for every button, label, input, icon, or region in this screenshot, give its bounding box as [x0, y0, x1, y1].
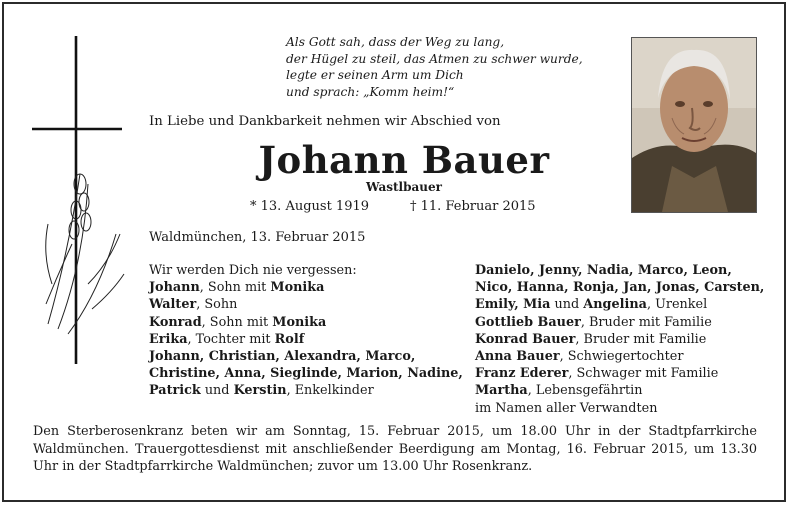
mourner-relation: , Schwiegertochter: [559, 349, 684, 365]
mourner-relation: , Sohn mit: [199, 280, 271, 296]
mourners-left-line: [149, 348, 463, 365]
mourners-left-line: [149, 314, 463, 331]
mourners-left-line: [149, 262, 463, 279]
mourner-name: Angelina: [583, 297, 647, 313]
birth-date: * 13. August 1919: [250, 199, 370, 214]
mourners-left-line: [149, 279, 463, 296]
mourner-relation: , Bruder mit Familie: [580, 314, 712, 330]
mourners-left-column: [149, 262, 463, 400]
mourners-right-line: [475, 262, 764, 279]
mourners-right-line: [475, 314, 764, 331]
mourner-relation: , Lebensgefährtin: [527, 383, 643, 399]
mourner-name: Danielo, Jenny, Nadia, Marco, Leon,: [475, 263, 732, 278]
place-and-date: Waldmünchen, 13. Februar 2015: [149, 230, 366, 245]
mourner-relation: , Urenkel: [646, 297, 708, 313]
mourner-name: Emily, Mia: [475, 297, 551, 313]
mourner-name: Gottlieb Bauer: [475, 314, 581, 330]
mourner-name: Christine, Anna, Sieglinde, Marion, Nadine,: [149, 366, 463, 382]
death-date: † 11. Februar 2015: [410, 199, 536, 214]
mourner-name: Konrad Bauer: [475, 331, 576, 347]
mourner-relation: , Tochter mit: [187, 331, 275, 347]
mourner-name: Patrick: [149, 383, 201, 399]
mourners-right-line: [475, 365, 764, 382]
mourner-name: Johann: [149, 280, 200, 296]
mourner-name: Johann, Christian, Alexandra, Marco,: [149, 349, 416, 365]
mourner-name: Franz Ederer: [475, 366, 569, 382]
portrait-photo: [631, 37, 757, 213]
mourner-relation: Wir werden Dich nie vergessen:: [149, 263, 357, 278]
mourners-left-line: [149, 331, 463, 348]
mourner-name: Martha: [475, 383, 528, 399]
mourners-left-line: [149, 382, 463, 399]
mourners-left-line: [149, 365, 463, 382]
mourner-name: Monika: [270, 280, 325, 296]
mourners-right-column: [475, 262, 764, 417]
service-information: Den Sterberosenkranz beten wir am Sonntag, 15. Februar 2015, um 18.00 Uhr in der Stadtpfarrkirche Waldmünchen. Trauergottesdienst mit anschließender Beerdigung am Montag, 16. Februar 2015, um 13.30 Uhr in der Stadtpfarrkirche Waldmünchen; zuvor um 13.00 Uhr Rosenkranz.: [33, 424, 757, 474]
memorial-poem: Als Gott sah, dass der Weg zu lang, der Hügel zu steil, das Atmen zu schwer wurde, legte er seinen Arm um Dich und sprach: „Komm heim!“: [286, 35, 583, 99]
mourners-right-line: [475, 400, 764, 417]
mourners-left-line: [149, 296, 463, 313]
mourner-relation: , Bruder mit Familie: [575, 331, 707, 347]
mourner-relation: im Namen aller Verwandten: [475, 400, 658, 416]
mourners-right-line: [475, 279, 764, 296]
mourner-relation: und: [550, 297, 584, 313]
mourners-right-line: [475, 296, 764, 313]
mourners-right-line: [475, 382, 764, 399]
mourner-relation: , Enkelkinder: [286, 383, 374, 399]
mourner-name: Rolf: [274, 331, 305, 347]
mourner-relation: , Schwager mit Familie: [568, 366, 719, 382]
mourner-name: Konrad: [149, 314, 202, 330]
mourners-right-line: [475, 348, 764, 365]
mourner-name: Nico, Hanna, Ronja, Jan, Jonas, Carsten,: [475, 280, 765, 296]
deceased-name: Johann Bauer: [258, 138, 550, 182]
mourners-right-line: [475, 331, 764, 348]
mourner-relation: , Sohn mit: [201, 314, 273, 330]
mourner-name: Anna Bauer: [475, 349, 560, 365]
mourner-name: Kerstin: [233, 383, 287, 399]
mourner-name: Walter: [149, 297, 197, 313]
cross-with-wheat-icon: [28, 34, 128, 364]
mourner-relation: , Sohn: [196, 297, 238, 313]
mourner-name: Monika: [272, 314, 327, 330]
mourner-relation: und: [200, 383, 234, 399]
farewell-intro: In Liebe und Dankbarkeit nehmen wir Abschied von: [149, 114, 501, 129]
deceased-nickname: Wastlbauer: [366, 180, 442, 194]
mourner-name: Erika: [149, 331, 188, 347]
